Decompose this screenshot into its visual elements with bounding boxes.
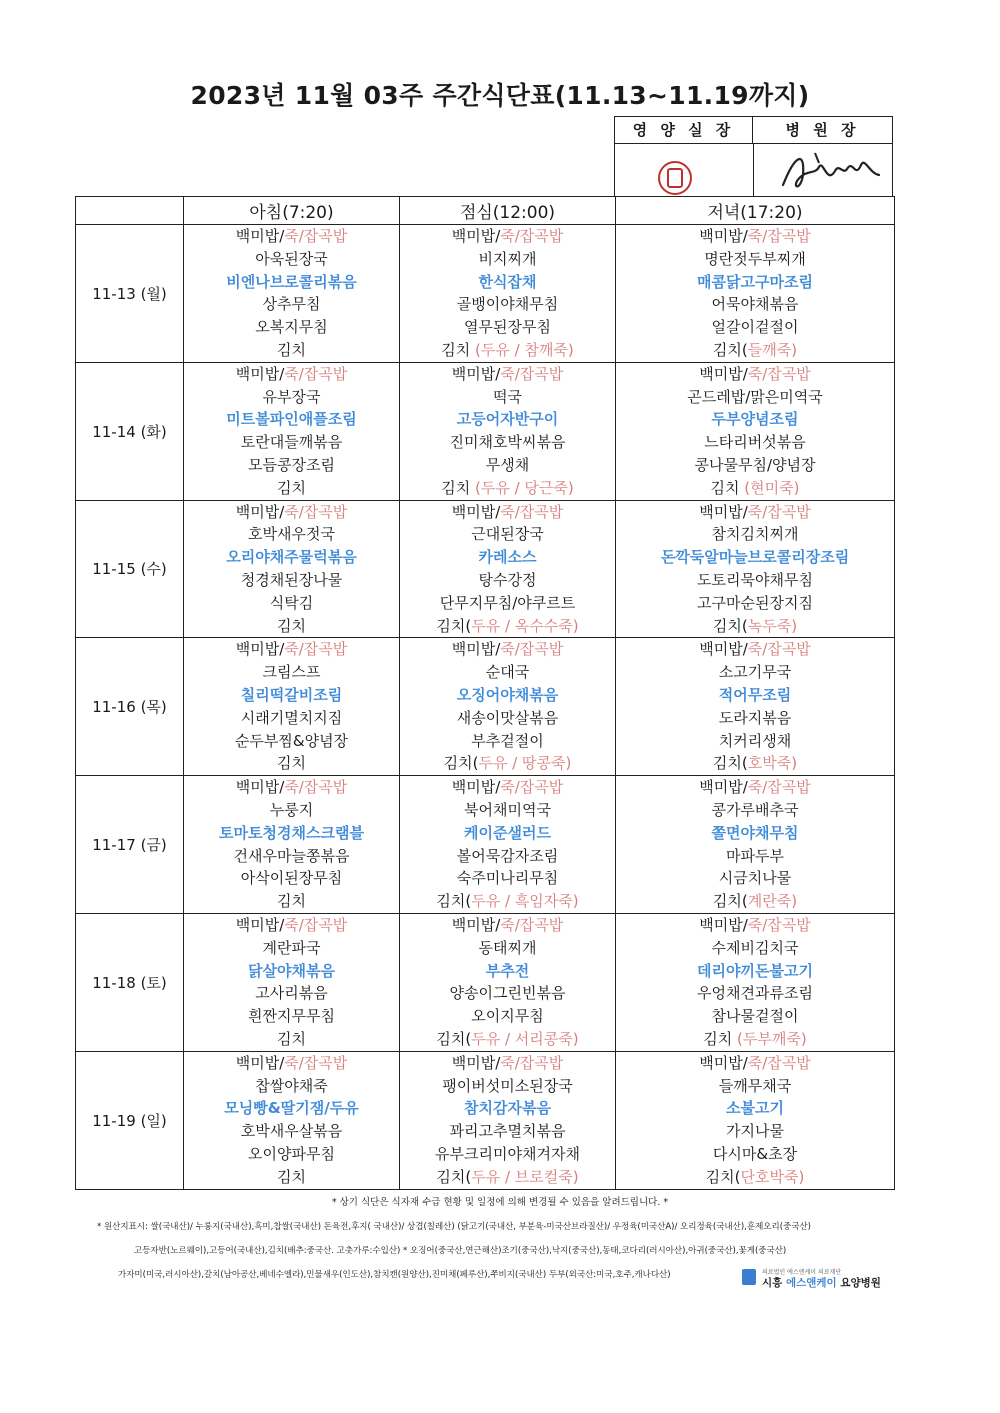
menu-item: 도라지볶음 [718,708,792,727]
menu-item [400,638,615,661]
menu-item: 식탁김 [269,593,314,612]
menu-item: 순대국 [485,663,530,682]
menu-item: 크림스프 [262,663,321,682]
menu-item-text: 백미밥/ [451,778,501,797]
menu-item: 마파두부 [726,846,784,865]
menu-item: 소고기무국 [718,663,792,682]
main-dish-text: 매콤닭고구마조림 [697,272,813,291]
porridge-option-text: 들깨죽) [747,340,798,359]
main-dish-text: 카레소스 [478,548,537,567]
menu-item: 근대된장국 [471,525,544,544]
day-row [76,638,895,776]
porridge-option-text: 죽/잡곡밥 [500,364,564,383]
day-label: 11-19 (일) [76,1051,184,1189]
menu-item: 아욱된장국 [255,249,328,268]
menu-item: 꽈리고추멸치볶음 [449,1122,566,1141]
menu-item [616,363,894,386]
menu-item: 열무된장무침 [464,318,551,337]
menu-item-text: 김치( [712,340,748,359]
menu-item: 들깨무채국 [718,1076,792,1095]
menu-item-text: 김치( [443,754,479,773]
menu-item: 유부장국 [262,387,321,406]
porridge-option-text: 두유 / 흑임자죽) [471,892,579,911]
day-row [76,362,895,500]
menu-item: 느타리버섯볶음 [704,433,806,452]
main-dish-text: 부추전 [485,961,530,980]
porridge-option-text: (현미죽) [744,478,800,497]
menu-item [400,225,615,248]
menu-item: 북어채미역국 [464,800,551,819]
lunch-cell [400,500,616,638]
menu-item: 곤드레밥/맑은미역국 [687,387,823,406]
main-dish-item [184,822,399,845]
main-dish-item [400,1097,615,1120]
porridge-option-text: 죽/잡곡밥 [500,502,564,521]
menu-item [616,752,894,775]
porridge-option-text: 두유 / 땅콩죽) [478,754,572,773]
dinner-cell [616,776,895,914]
menu-item: 김치 [277,340,306,359]
menu-item: 어묵야채볶음 [711,295,799,314]
menu-item: 고사리볶음 [255,984,328,1003]
menu-item: 참나물겉절이 [711,1007,799,1026]
logo-subtitle: 의료법인 에스엔케이 의료재단 [762,1269,842,1276]
approval-box [614,116,893,196]
menu-item [400,776,615,799]
main-dish-text: 비엔나브로콜리볶음 [226,272,357,291]
menu-item-text: 김치( [436,1167,472,1186]
menu-item-text: 김치 [441,478,475,497]
menu-item [616,339,894,362]
main-dish-text: 한식잡채 [478,272,537,291]
menu-item [400,363,615,386]
main-dish-text: 쫄면야채무침 [711,823,799,842]
menu-item-text: 백미밥/ [451,227,501,245]
seal-stamp-icon [658,161,692,195]
menu-item: 김치 [277,1167,306,1186]
menu-item [184,1052,399,1075]
menu-item: 찹쌀야채죽 [255,1076,328,1095]
menu-item [400,752,615,775]
breakfast-cell [184,225,400,363]
menu-item: 콩가루배추국 [711,800,799,819]
menu-item-text: 백미밥/ [451,1053,501,1072]
breakfast-cell [184,362,400,500]
main-dish-text: 두부양념조림 [711,410,799,429]
menu-item-text: 백미밥/ [699,915,748,934]
menu-item-text: 김치( [712,616,748,635]
menu-item: 김치 [277,892,306,911]
main-dish-item [616,1097,894,1120]
menu-item-text: 백미밥/ [699,502,748,521]
menu-item [616,890,894,913]
menu-item [184,501,399,524]
director-label: 병 원 장 [753,117,892,144]
menu-item [616,776,894,799]
porridge-option-text: 죽/잡곡밥 [284,227,348,245]
breakfast-cell [184,500,400,638]
porridge-option-text: 죽/잡곡밥 [500,640,564,659]
menu-item [184,363,399,386]
menu-item [400,1028,615,1051]
main-dish-text: 토마토청경채스크램블 [219,823,364,842]
menu-item: 볼어묵감자조림 [456,846,559,865]
lunch-cell [400,225,616,363]
menu-item: 숙주미나리무침 [456,869,559,888]
day-label: 11-16 (목) [76,638,184,776]
menu-item [184,914,399,937]
menu-item-text: 백미밥/ [235,227,285,245]
main-dish-item [400,684,615,707]
porridge-option-text: 죽/잡곡밥 [284,915,348,934]
menu-item: 떡국 [493,387,522,406]
menu-item: 모듬콩장조림 [248,455,335,474]
breakfast-cell [184,776,400,914]
menu-item: 다시마&초장 [712,1144,798,1163]
porridge-option-text: 단호박죽) [740,1167,805,1186]
lunch-cell [400,362,616,500]
main-dish-item [400,960,615,983]
menu-item-text: 백미밥/ [451,502,501,521]
main-dish-text: 오리야채주물럭볶음 [226,548,357,567]
day-row [76,913,895,1051]
menu-item-text: 백미밥/ [699,778,748,797]
menu-item-text: 김치( [436,892,472,911]
menu-item: 토란대들깨볶음 [240,433,343,452]
menu-item [400,501,615,524]
main-dish-text: 데리야끼돈불고기 [697,961,813,980]
origin-note-2: 고등자반(노르웨이),고등어(국내산),김치(배추:중국산. 고춧가루:수입산) * 오징어(중국산,연근해산)조기(중국산),낙지(중국산),동태,코다리(러시아산),아귀(중국산),꽃게(중국산) [134,1246,787,1256]
menu-item: 흰짠지무무침 [248,1007,335,1026]
menu-item-text: 백미밥/ [235,640,285,659]
menu-item: 아삭이된장무침 [240,869,343,888]
menu-item: 김치 [277,1029,306,1048]
main-dish-item [184,1097,399,1120]
main-dish-item [400,271,615,294]
porridge-option-text: 죽/잡곡밥 [747,364,811,383]
nutrition-head-label: 영 양 실 장 [615,117,753,144]
menu-item: 팽이버섯미소된장국 [442,1076,573,1095]
porridge-option-text: 죽/잡곡밥 [500,1053,564,1072]
signature-icon [775,145,885,195]
dinner-header: 저녁(17:20) [616,197,895,225]
porridge-option-text: 죽/잡곡밥 [500,915,564,934]
dinner-cell [616,1051,895,1189]
menu-item [616,638,894,661]
porridge-option-text: (두부깨죽) [737,1029,807,1048]
main-dish-item [400,822,615,845]
dinner-cell [616,638,895,776]
main-dish-item [616,408,894,431]
main-dish-item [400,546,615,569]
day-row [76,225,895,363]
menu-item: 김치 [277,616,306,635]
breakfast-header: 아침(7:20) [184,197,400,225]
porridge-option-text: 죽/잡곡밥 [747,640,811,659]
porridge-option-text: 죽/잡곡밥 [747,915,811,934]
menu-item: 수제비김치국 [711,938,799,957]
menu-body [76,225,895,1190]
menu-item-text: 백미밥/ [235,778,285,797]
menu-item: 김치 [277,754,306,773]
menu-item-text: 김치( [705,1167,741,1186]
menu-item-text: 백미밥/ [235,915,285,934]
menu-item: 건새우마늘쫑볶음 [233,846,350,865]
porridge-option-text: 죽/잡곡밥 [284,502,348,521]
menu-item: 비지찌개 [478,249,537,268]
menu-item: 골뱅이야채무침 [456,295,559,314]
day-label: 11-17 (금) [76,776,184,914]
menu-item-text: 백미밥/ [451,364,501,383]
menu-item-text: 백미밥/ [699,640,748,659]
breakfast-cell [184,638,400,776]
menu-item-text: 백미밥/ [235,502,285,521]
origin-note-1: * 원산지표시: 쌀(국내산)/ 누룽지(국내산),흑미,찹쌀(국내산) 돈육전,후지( 국내산)/ 상겹(칠레산) (닭고기(국내산, 부분육-미국산브라질산)/ 우정육(미국산A)/ 오리정육(국내산),훈제오리(중국산) [97,1222,811,1232]
lunch-cell [400,776,616,914]
menu-item-text: 김치( [436,1029,472,1048]
day-label: 11-15 (수) [76,500,184,638]
main-dish-item [184,408,399,431]
menu-item: 단무지무침/야쿠르트 [439,593,576,612]
porridge-option-text: 죽/잡곡밥 [747,1053,811,1072]
main-dish-item [184,546,399,569]
day-label: 11-14 (화) [76,362,184,500]
menu-item [184,225,399,248]
main-dish-text: 칠리떡갈비조림 [240,685,343,704]
main-dish-item [400,408,615,431]
menu-item [616,1166,894,1189]
menu-item: 양송이그린빈볶음 [449,984,566,1003]
day-row [76,776,895,914]
header-row [76,197,895,225]
menu-item: 청경채된장나물 [240,570,343,589]
main-dish-item [616,546,894,569]
porridge-option-text: 죽/잡곡밥 [284,778,348,797]
menu-item: 부추겉절이 [471,731,544,750]
menu-item [400,477,615,500]
menu-item [616,1052,894,1075]
menu-item: 탕수강정 [478,570,537,589]
main-dish-item [184,271,399,294]
menu-item-text: 김치( [712,892,748,911]
porridge-option-text: 녹두죽) [747,616,798,635]
porridge-option-text: (두유 / 당근죽) [475,478,574,497]
menu-item: 참치김치찌개 [711,525,799,544]
menu-item: 오복지무침 [255,318,328,337]
main-dish-text: 모닝빵&딸기잼/두유 [224,1099,359,1118]
porridge-option-text: 죽/잡곡밥 [284,364,348,383]
menu-item-text: 김치( [436,616,472,635]
menu-item-text: 백미밥/ [235,1053,285,1072]
porridge-option-text: 계란죽) [747,892,798,911]
menu-item-text: 김치 [441,340,475,359]
menu-item: 무생채 [485,455,530,474]
menu-item [616,1028,894,1051]
main-dish-text: 적어무조림 [718,685,792,704]
dinner-cell [616,362,895,500]
menu-item: 시금치나물 [718,869,792,888]
menu-item: 고구마순된장지짐 [697,593,813,612]
main-dish-item [616,684,894,707]
menu-item: 시래기멸치지짐 [240,708,343,727]
day-label: 11-13 (월) [76,225,184,363]
main-dish-text: 미트볼파인애플조림 [226,410,357,429]
porridge-option-text: (두유 / 참깨죽) [475,340,574,359]
menu-item: 얼갈이겉절이 [711,318,799,337]
porridge-option-text: 호박죽) [747,754,798,773]
porridge-option-text: 죽/잡곡밥 [747,502,811,521]
menu-item: 가지나물 [726,1122,784,1141]
breakfast-cell [184,913,400,1051]
dinner-cell [616,913,895,1051]
page-title: 2023년 11월 03주 주간식단표(11.13~11.19까지) [190,81,810,110]
menu-item-text: 백미밥/ [699,227,748,245]
day-row [76,500,895,638]
breakfast-cell [184,1051,400,1189]
menu-item: 김치 [277,478,306,497]
corner-cell [76,197,184,225]
menu-item: 우엉채견과류조림 [697,984,813,1003]
main-dish-item [184,684,399,707]
menu-item: 호박새우젓국 [248,525,335,544]
day-label: 11-18 (토) [76,913,184,1051]
menu-item-text: 백미밥/ [699,1053,748,1072]
menu-item [616,501,894,524]
menu-item: 새송이맛살볶음 [456,708,559,727]
menu-item: 상추무침 [262,295,321,314]
menu-item [400,339,615,362]
menu-item: 누룽지 [269,800,314,819]
lunch-cell [400,638,616,776]
main-dish-text: 케이준샐러드 [464,823,551,842]
menu-item-text: 백미밥/ [699,364,748,383]
main-dish-text: 돈깍둑알마늘브로콜리장조림 [660,548,850,567]
origin-note-3: 가자미(미국,러시아산),갈치(남아공산,베네수엘라),민물새우(인도산),참치캔(원양산),진미채(페루산),쭈비지(국내산) 두부(외국산:미국,호주,캐나다산) [118,1270,671,1280]
menu-item [400,914,615,937]
weekly-menu-table [75,196,895,1190]
main-dish-item [616,271,894,294]
hospital-logo [742,1267,881,1289]
menu-item [616,914,894,937]
menu-item [400,1166,615,1189]
menu-item: 명란젓두부찌개 [704,249,806,268]
porridge-option-text: 두유 / 브로컬죽) [471,1167,579,1186]
menu-item [184,776,399,799]
main-dish-item [616,822,894,845]
lunch-header: 점심(12:00) [400,197,616,225]
main-dish-text: 오징어야채볶음 [456,685,559,704]
menu-item [616,477,894,500]
main-dish-item [184,960,399,983]
main-dish-text: 고등어자반구이 [456,410,559,429]
dinner-cell [616,500,895,638]
porridge-option-text: 죽/잡곡밥 [747,778,811,797]
menu-item [400,890,615,913]
hospital-logo-icon [742,1269,756,1285]
menu-item [616,615,894,638]
menu-item: 순두부찜&양념장 [234,731,349,750]
main-dish-text: 참치감자볶음 [464,1099,551,1118]
menu-item: 오이양파무침 [248,1144,335,1163]
main-dish-text: 소불고기 [726,1099,784,1118]
menu-item: 도토리묵야채무침 [697,570,813,589]
menu-item [184,638,399,661]
porridge-option-text: 죽/잡곡밥 [500,778,564,797]
porridge-option-text: 죽/잡곡밥 [500,227,564,245]
menu-item: 호박새우살볶음 [240,1122,343,1141]
menu-item-text: 백미밥/ [451,915,501,934]
menu-item: 진미채호박씨볶음 [449,433,566,452]
porridge-option-text: 두유 / 서리콩죽) [471,1029,579,1048]
porridge-option-text: 죽/잡곡밥 [284,1053,348,1072]
lunch-cell [400,913,616,1051]
menu-item: 동태찌개 [478,938,537,957]
menu-item-text: 김치( [712,754,748,773]
menu-item: 콩나물무침/양념장 [694,455,816,474]
menu-item: 오이지무침 [471,1007,544,1026]
porridge-option-text: 죽/잡곡밥 [284,640,348,659]
menu-item-text: 김치 [710,478,745,497]
menu-item [400,1052,615,1075]
menu-item [400,615,615,638]
menu-item-text: 백미밥/ [235,364,285,383]
dinner-cell [616,225,895,363]
lunch-cell [400,1051,616,1189]
day-row [76,1051,895,1189]
menu-item [616,225,894,248]
menu-item: 유부크리미야채겨자채 [435,1144,580,1163]
porridge-option-text: 죽/잡곡밥 [747,227,811,245]
change-notice: * 상기 식단은 식자재 수급 현황 및 일정에 의해 변경될 수 있음을 알려드립니다. * [331,1197,669,1208]
menu-item: 치커리생채 [718,731,792,750]
menu-item-text: 김치 [703,1029,738,1048]
main-dish-item [616,960,894,983]
logo-name: 시흥 에스앤케이 요양병원 [762,1277,881,1289]
menu-item: 계란파국 [262,938,321,957]
porridge-option-text: 두유 / 옥수수죽) [471,616,579,635]
menu-item-text: 백미밥/ [451,640,501,659]
main-dish-text: 닭살야채볶음 [248,961,335,980]
